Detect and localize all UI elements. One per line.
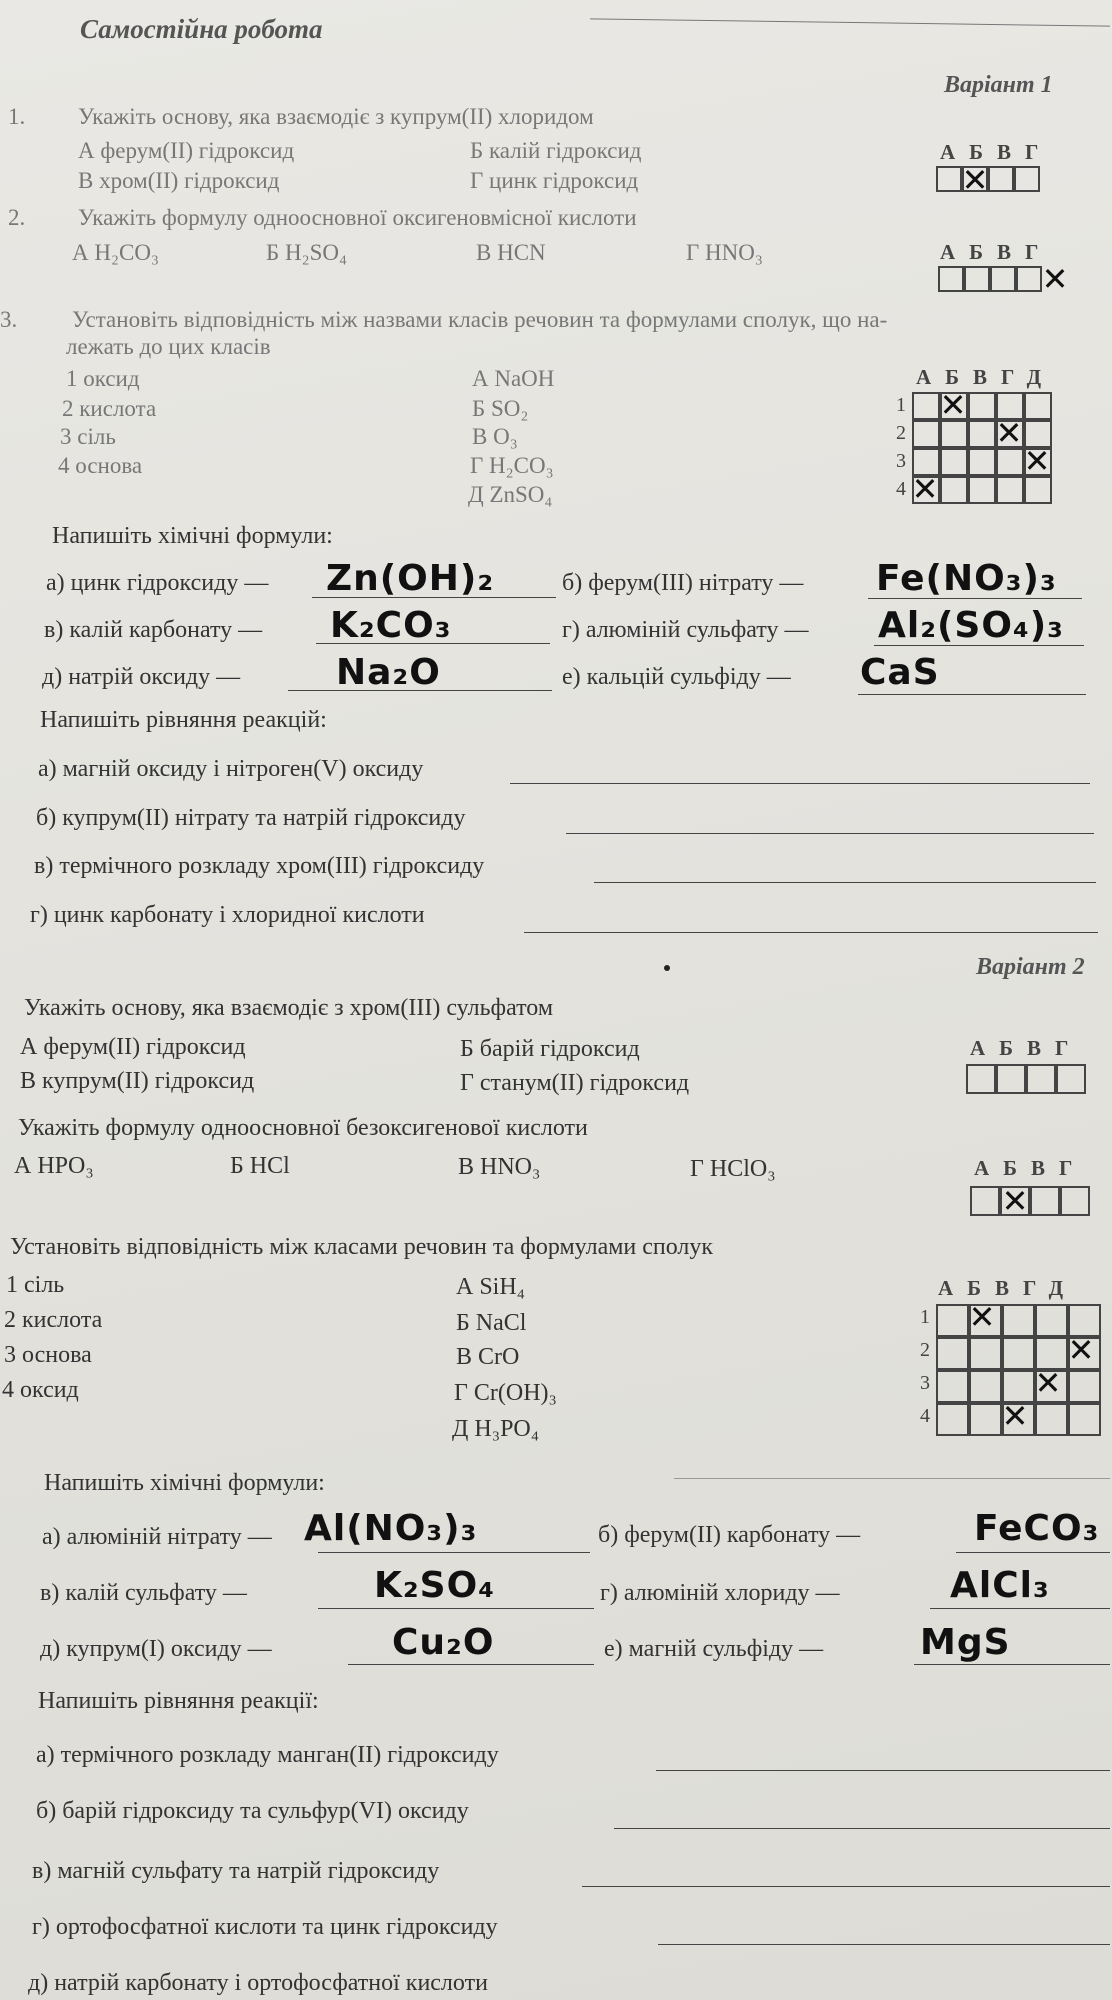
q2-text: Укажіть формулу одноосновної оксигеновмісної кислоти <box>78 205 637 230</box>
answer-box[interactable] <box>990 266 1016 292</box>
q4-b-answer: Fe(NO₃)₃ <box>876 558 1057 599</box>
v2-q4-c-label: в) калій сульфату — <box>40 1580 247 1606</box>
answer-mark: ✕ <box>968 1298 996 1336</box>
grid-row-number: 4 <box>920 1405 930 1427</box>
grid-row-number: 4 <box>896 478 906 500</box>
q4-e-answer: Na₂O <box>336 652 441 693</box>
v2-q4-c-answer: K₂SO₄ <box>374 1565 495 1606</box>
v2-q2-option-c: В HNO₃ <box>458 1154 541 1180</box>
v2-q3-right-a: А SiH₄ <box>456 1274 526 1300</box>
answer-box[interactable] <box>964 266 990 292</box>
answer-box[interactable] <box>936 1403 969 1436</box>
answer-line[interactable] <box>658 1944 1110 1945</box>
q1-option-a: А ферум(II) гідроксид <box>78 138 295 163</box>
answer-box[interactable] <box>1068 1403 1101 1436</box>
answer-box[interactable] <box>968 420 996 448</box>
v2-q2-grid-header: АБВГ <box>974 1156 1087 1180</box>
answer-box[interactable] <box>1024 476 1052 504</box>
answer-line <box>914 1664 1110 1665</box>
answer-box[interactable] <box>936 1304 969 1337</box>
q4-d-label: г) алюміній сульфату — <box>562 617 809 643</box>
q3-left-4: 4 основа <box>58 453 143 478</box>
q4-d-answer: Al₂(SO₄)₃ <box>878 605 1064 646</box>
q1-option-b: Б калій гідроксид <box>470 138 642 163</box>
answer-box[interactable] <box>1035 1304 1068 1337</box>
v2-q4-b-label: б) ферум(II) карбонату — <box>598 1522 861 1548</box>
answer-box[interactable] <box>968 392 996 420</box>
answer-box[interactable] <box>912 392 940 420</box>
q2-option-c: В HCN <box>476 240 546 265</box>
answer-box[interactable] <box>969 1337 1002 1370</box>
answer-box[interactable] <box>996 1064 1026 1094</box>
q1-text: Укажіть основу, яка взаємодіє з купрум(II) хлоридом <box>78 104 594 129</box>
v2-q3-left-3: 3 основа <box>4 1342 92 1368</box>
answer-mark: ✕ <box>1067 1331 1095 1369</box>
answer-mark: ✕ <box>995 414 1023 452</box>
answer-box[interactable] <box>969 1370 1002 1403</box>
v2-q2-text: Укажіть формулу одноосновної безоксигенової кислоти <box>18 1115 588 1141</box>
v2-q4-text: Напишіть хімічні формули: <box>44 1470 325 1496</box>
answer-line[interactable] <box>566 833 1094 834</box>
v2-q2-option-d: Г HClO₃ <box>690 1156 776 1182</box>
answer-line[interactable] <box>594 882 1096 883</box>
q3-right-d: Г H₂CO₃ <box>470 453 554 478</box>
answer-box[interactable] <box>912 420 940 448</box>
answer-box[interactable] <box>988 166 1014 192</box>
q3-grid-header: АБВГД <box>916 365 1056 389</box>
answer-box[interactable] <box>1060 1186 1090 1216</box>
v2-q4-f-answer: MgS <box>920 1622 1011 1663</box>
q3-right-c: В O₃ <box>472 424 518 449</box>
q2-option-b: Б H₂SO₄ <box>266 240 348 265</box>
grid-row-number: 2 <box>896 422 906 444</box>
answer-line <box>318 1608 594 1609</box>
q1-option-c: В хром(II) гідроксид <box>78 168 280 193</box>
q5-text: Напишіть рівняння реакцій: <box>40 707 327 733</box>
v2-q3-right-b: Б NaCl <box>456 1310 527 1336</box>
header-rule <box>674 1478 1110 1479</box>
v2-q1-grid-header: АБВГ <box>970 1036 1083 1060</box>
answer-box[interactable] <box>970 1186 1000 1216</box>
q4-a-answer: Zn(OH)₂ <box>326 558 495 599</box>
q3-right-b: Б SO₂ <box>472 396 529 421</box>
answer-box[interactable] <box>940 448 968 476</box>
q1-option-d: Г цинк гідроксид <box>470 168 639 193</box>
answer-line <box>956 1552 1110 1553</box>
v2-q4-f-label: е) магній сульфіду — <box>604 1636 824 1662</box>
variant-1-label: Варіант 1 <box>944 72 1053 98</box>
answer-line[interactable] <box>614 1828 1110 1829</box>
q1-number: 1. <box>8 104 26 129</box>
v2-q4-b-answer: FeCO₃ <box>974 1508 1100 1549</box>
grid-row-number: 3 <box>896 450 906 472</box>
header-rule <box>590 18 1110 26</box>
v2-q4-a-answer: Al(NO₃)₃ <box>304 1508 478 1549</box>
v2-q4-e-label: д) купрум(I) оксиду — <box>40 1636 272 1662</box>
q4-c-answer: K₂CO₃ <box>330 605 452 646</box>
q2-number: 2. <box>8 205 26 230</box>
ink-dot <box>664 965 670 971</box>
q4-a-label: а) цинк гідроксиду — <box>46 570 269 596</box>
v2-q1-option-c: В купрум(II) гідроксид <box>20 1068 255 1094</box>
grid-row-number: 1 <box>920 1306 930 1328</box>
v2-q1-option-b: Б барій гідроксид <box>460 1036 640 1062</box>
q2-grid-header: АБВГ <box>940 240 1053 264</box>
v2-q4-e-answer: Cu₂O <box>392 1622 495 1663</box>
grid-row-number: 1 <box>896 394 906 416</box>
answer-box[interactable] <box>1016 266 1042 292</box>
v2-q5-e: д) натрій карбонату і ортофосфатної кислоти <box>28 1970 488 1996</box>
q3-text-line2: лежать до цих класів <box>66 334 271 359</box>
q3-left-1: 1 оксид <box>66 366 140 391</box>
v2-q1-text: Укажіть основу, яка взаємодіє з хром(III) сульфатом <box>24 995 554 1021</box>
answer-box[interactable] <box>1024 392 1052 420</box>
answer-box[interactable] <box>1002 1337 1035 1370</box>
answer-box[interactable] <box>936 1337 969 1370</box>
answer-box[interactable] <box>1014 166 1040 192</box>
answer-mark: ✕ <box>1034 1364 1062 1402</box>
answer-box[interactable] <box>968 448 996 476</box>
answer-box[interactable] <box>1056 1064 1086 1094</box>
page-title: Самостійна робота <box>80 14 323 44</box>
v2-q3-left-4: 4 оксид <box>2 1377 79 1403</box>
answer-box[interactable] <box>966 1064 996 1094</box>
answer-mark: ✕ <box>1001 1397 1029 1435</box>
answer-mark: ✕ <box>911 470 939 508</box>
answer-box[interactable] <box>1068 1370 1101 1403</box>
answer-mark-g: ✕ <box>1041 260 1069 298</box>
v2-q4-d-answer: AlCl₃ <box>950 1565 1050 1606</box>
answer-box[interactable] <box>940 420 968 448</box>
q3-number: 3. <box>0 307 18 332</box>
v2-q5-b: б) барій гідроксиду та сульфур(VI) оксиду <box>36 1798 469 1824</box>
answer-box[interactable] <box>1002 1304 1035 1337</box>
q3-text-line1: Установіть відповідність між назвами класів речовин та формулами сполук, що на- <box>72 307 888 332</box>
v2-q3-left-2: 2 кислота <box>4 1307 103 1333</box>
q3-right-a: А NaOH <box>472 366 555 391</box>
v2-q1-option-a: А ферум(II) гідроксид <box>20 1034 246 1060</box>
q5-c: в) термічного розкладу хром(III) гідроксиду <box>34 853 485 879</box>
v2-q5-c: в) магній сульфату та натрій гідроксиду <box>32 1858 440 1884</box>
q5-d: г) цинк карбонату і хлоридної кислоти <box>30 902 425 928</box>
answer-line[interactable] <box>582 1886 1110 1887</box>
v2-q3-right-d: Г Cr(OH)₃ <box>454 1380 557 1406</box>
answer-line[interactable] <box>510 783 1090 784</box>
v2-q5-d: г) ортофосфатної кислоти та цинк гідроксиду <box>32 1914 498 1940</box>
v2-q3-text: Установіть відповідність між класами речовин та формулами сполук <box>10 1234 714 1260</box>
answer-box[interactable] <box>936 166 962 192</box>
q3-left-2: 2 кислота <box>62 396 157 421</box>
v2-q3-grid-header: АБВГД <box>938 1276 1078 1300</box>
q4-f-label: е) кальцій сульфіду — <box>562 664 791 690</box>
q4-text: Напишіть хімічні формули: <box>52 523 333 549</box>
v2-q2-option-a: А HPO₃ <box>14 1153 94 1179</box>
answer-line[interactable] <box>524 932 1098 933</box>
q4-e-label: д) натрій оксиду — <box>42 664 241 690</box>
v2-q3-right-e: Д H₃PO₄ <box>452 1416 540 1442</box>
answer-mark: ✕ <box>1023 442 1051 480</box>
answer-mark-b: ✕ <box>1001 1182 1029 1220</box>
answer-line <box>930 1608 1110 1609</box>
answer-line <box>318 1552 590 1553</box>
q2-option-a: А H₂CO₃ <box>72 240 159 265</box>
q4-f-answer: CaS <box>860 652 940 693</box>
answer-line <box>348 1664 594 1665</box>
v2-q4-a-label: а) алюміній нітрату — <box>42 1524 272 1550</box>
answer-box[interactable] <box>996 448 1024 476</box>
v2-q5-a: а) термічного розкладу манган(II) гідроксиду <box>36 1742 499 1768</box>
q5-a: а) магній оксиду і нітроген(V) оксиду <box>38 756 424 782</box>
answer-mark-b: ✕ <box>961 161 989 199</box>
q3-right-e: Д ZnSO₄ <box>468 482 553 507</box>
answer-mark: ✕ <box>939 386 967 424</box>
answer-box[interactable] <box>996 476 1024 504</box>
v2-q1-option-d: Г станум(II) гідроксид <box>460 1070 690 1096</box>
answer-box[interactable] <box>938 266 964 292</box>
answer-box[interactable] <box>1030 1186 1060 1216</box>
q3-left-3: 3 сіль <box>60 424 116 449</box>
q4-b-label: б) ферум(III) нітрату — <box>562 570 804 596</box>
grid-row-number: 2 <box>920 1339 930 1361</box>
v2-q3-right-c: В CrO <box>456 1344 520 1370</box>
grid-row-number: 3 <box>920 1372 930 1394</box>
q5-b: б) купрум(II) нітрату та натрій гідроксиду <box>36 805 466 831</box>
variant-2-label: Варіант 2 <box>976 954 1085 980</box>
v2-q3-left-1: 1 сіль <box>6 1272 65 1298</box>
answer-box[interactable] <box>936 1370 969 1403</box>
answer-box[interactable] <box>1026 1064 1056 1094</box>
answer-box[interactable] <box>968 476 996 504</box>
answer-box[interactable] <box>940 476 968 504</box>
v2-q2-option-b: Б HCl <box>230 1153 290 1179</box>
answer-line[interactable] <box>656 1770 1110 1771</box>
answer-line <box>858 694 1086 695</box>
q2-option-d: Г HNO₃ <box>686 240 763 265</box>
v2-q5-text: Напишіть рівняння реакції: <box>38 1688 319 1714</box>
v2-q4-d-label: г) алюміній хлориду — <box>600 1580 840 1606</box>
answer-box[interactable] <box>969 1403 1002 1436</box>
q4-c-label: в) калій карбонату — <box>44 617 263 643</box>
answer-box[interactable] <box>1035 1403 1068 1436</box>
q1-grid-header: АБВГ <box>940 140 1053 164</box>
